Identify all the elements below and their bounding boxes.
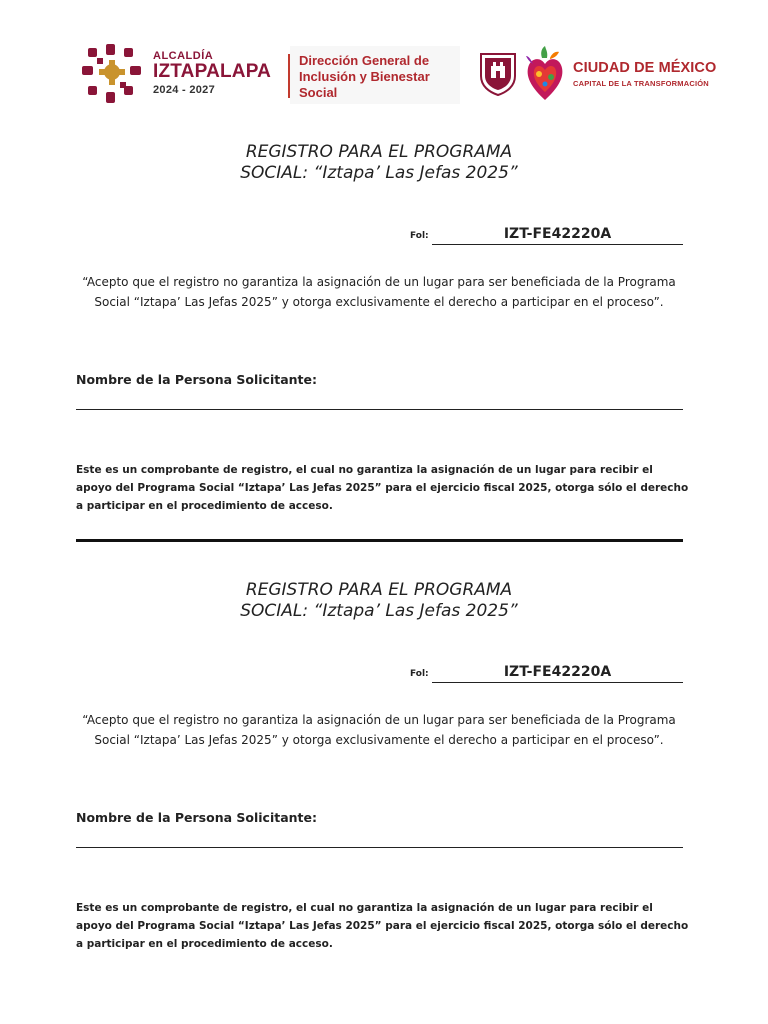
direccion-line-2: Inclusión y Bienestar: [299, 69, 430, 84]
direccion-general-title: [299, 53, 430, 101]
page-header: [0, 0, 768, 110]
registro-title-line-2: SOCIAL: “Iztapa’ Las Jefas 2025”: [240, 163, 518, 183]
applicant-name-line: [76, 409, 683, 410]
registro-title-line-1: REGISTRO PARA EL PROGRAMA: [245, 142, 513, 162]
alcaldia-label: ALCALDÍA: [153, 50, 214, 62]
folio-label: Fol:: [410, 231, 429, 241]
section-divider: [76, 539, 683, 542]
registration-notice: Este es un comprobante de registro, el cual no garantiza la asignación de un lugar para recibir el apoyo del Programa Social “Iztapa’ Las Jefas 2025” para el ejercicio fiscal 2025, otorga sólo el derecho a participar en el procedimiento de acceso.: [76, 902, 689, 950]
cdmx-heart-icon: [524, 44, 566, 104]
folio-value: IZT-FE42220A: [503, 226, 612, 242]
alcaldia-wordmark: [153, 50, 271, 97]
applicant-name-label: Nombre de la Persona Solicitante:: [76, 810, 317, 825]
folio-value: IZT-FE42220A: [503, 664, 612, 680]
acceptance-statement: “Acepto que el registro no garantiza la asignación de un lugar para ser beneficiada de la Programa Social “Iztapa’ Las Jefas 2025” y otorga exclusivamente el derecho a participar en el proceso”.: [82, 275, 676, 309]
alcaldia-years: 2024 - 2027: [153, 84, 216, 96]
registration-notice: Este es un comprobante de registro, el cual no garantiza la asignación de un lugar para recibir el apoyo del Programa Social “Iztapa’ Las Jefas 2025” para el ejercicio fiscal 2025, otorga sólo el derecho a participar en el procedimiento de acceso.: [76, 464, 689, 512]
cdmx-shield-icon: [479, 52, 517, 96]
applicant-name-label: Nombre de la Persona Solicitante:: [76, 372, 317, 387]
registro-title: [0, 142, 758, 184]
direccion-line-1: Dirección General de: [299, 53, 430, 68]
registro-title: [0, 580, 758, 622]
cdmx-subtitle: CAPITAL DE LA TRANSFORMACIÓN: [573, 79, 709, 88]
applicant-name-line: [76, 847, 683, 848]
registro-title-line-2: SOCIAL: “Iztapa’ Las Jefas 2025”: [240, 601, 518, 621]
iztapalapa-logo-icon: [80, 42, 144, 106]
folio-label: Fol:: [410, 669, 429, 679]
cdmx-title: CIUDAD DE MÉXICO: [573, 60, 717, 76]
folio-underline: [432, 682, 683, 683]
acceptance-statement: “Acepto que el registro no garantiza la asignación de un lugar para ser beneficiada de la Programa Social “Iztapa’ Las Jefas 2025” y otorga exclusivamente el derecho a participar en el proceso”.: [82, 713, 676, 747]
alcaldia-name: IZTAPALAPA: [153, 61, 272, 82]
registro-title-line-1: REGISTRO PARA EL PROGRAMA: [245, 580, 513, 600]
direccion-line-3: Social: [299, 85, 338, 100]
header-divider: [288, 54, 290, 98]
folio-underline: [432, 244, 683, 245]
